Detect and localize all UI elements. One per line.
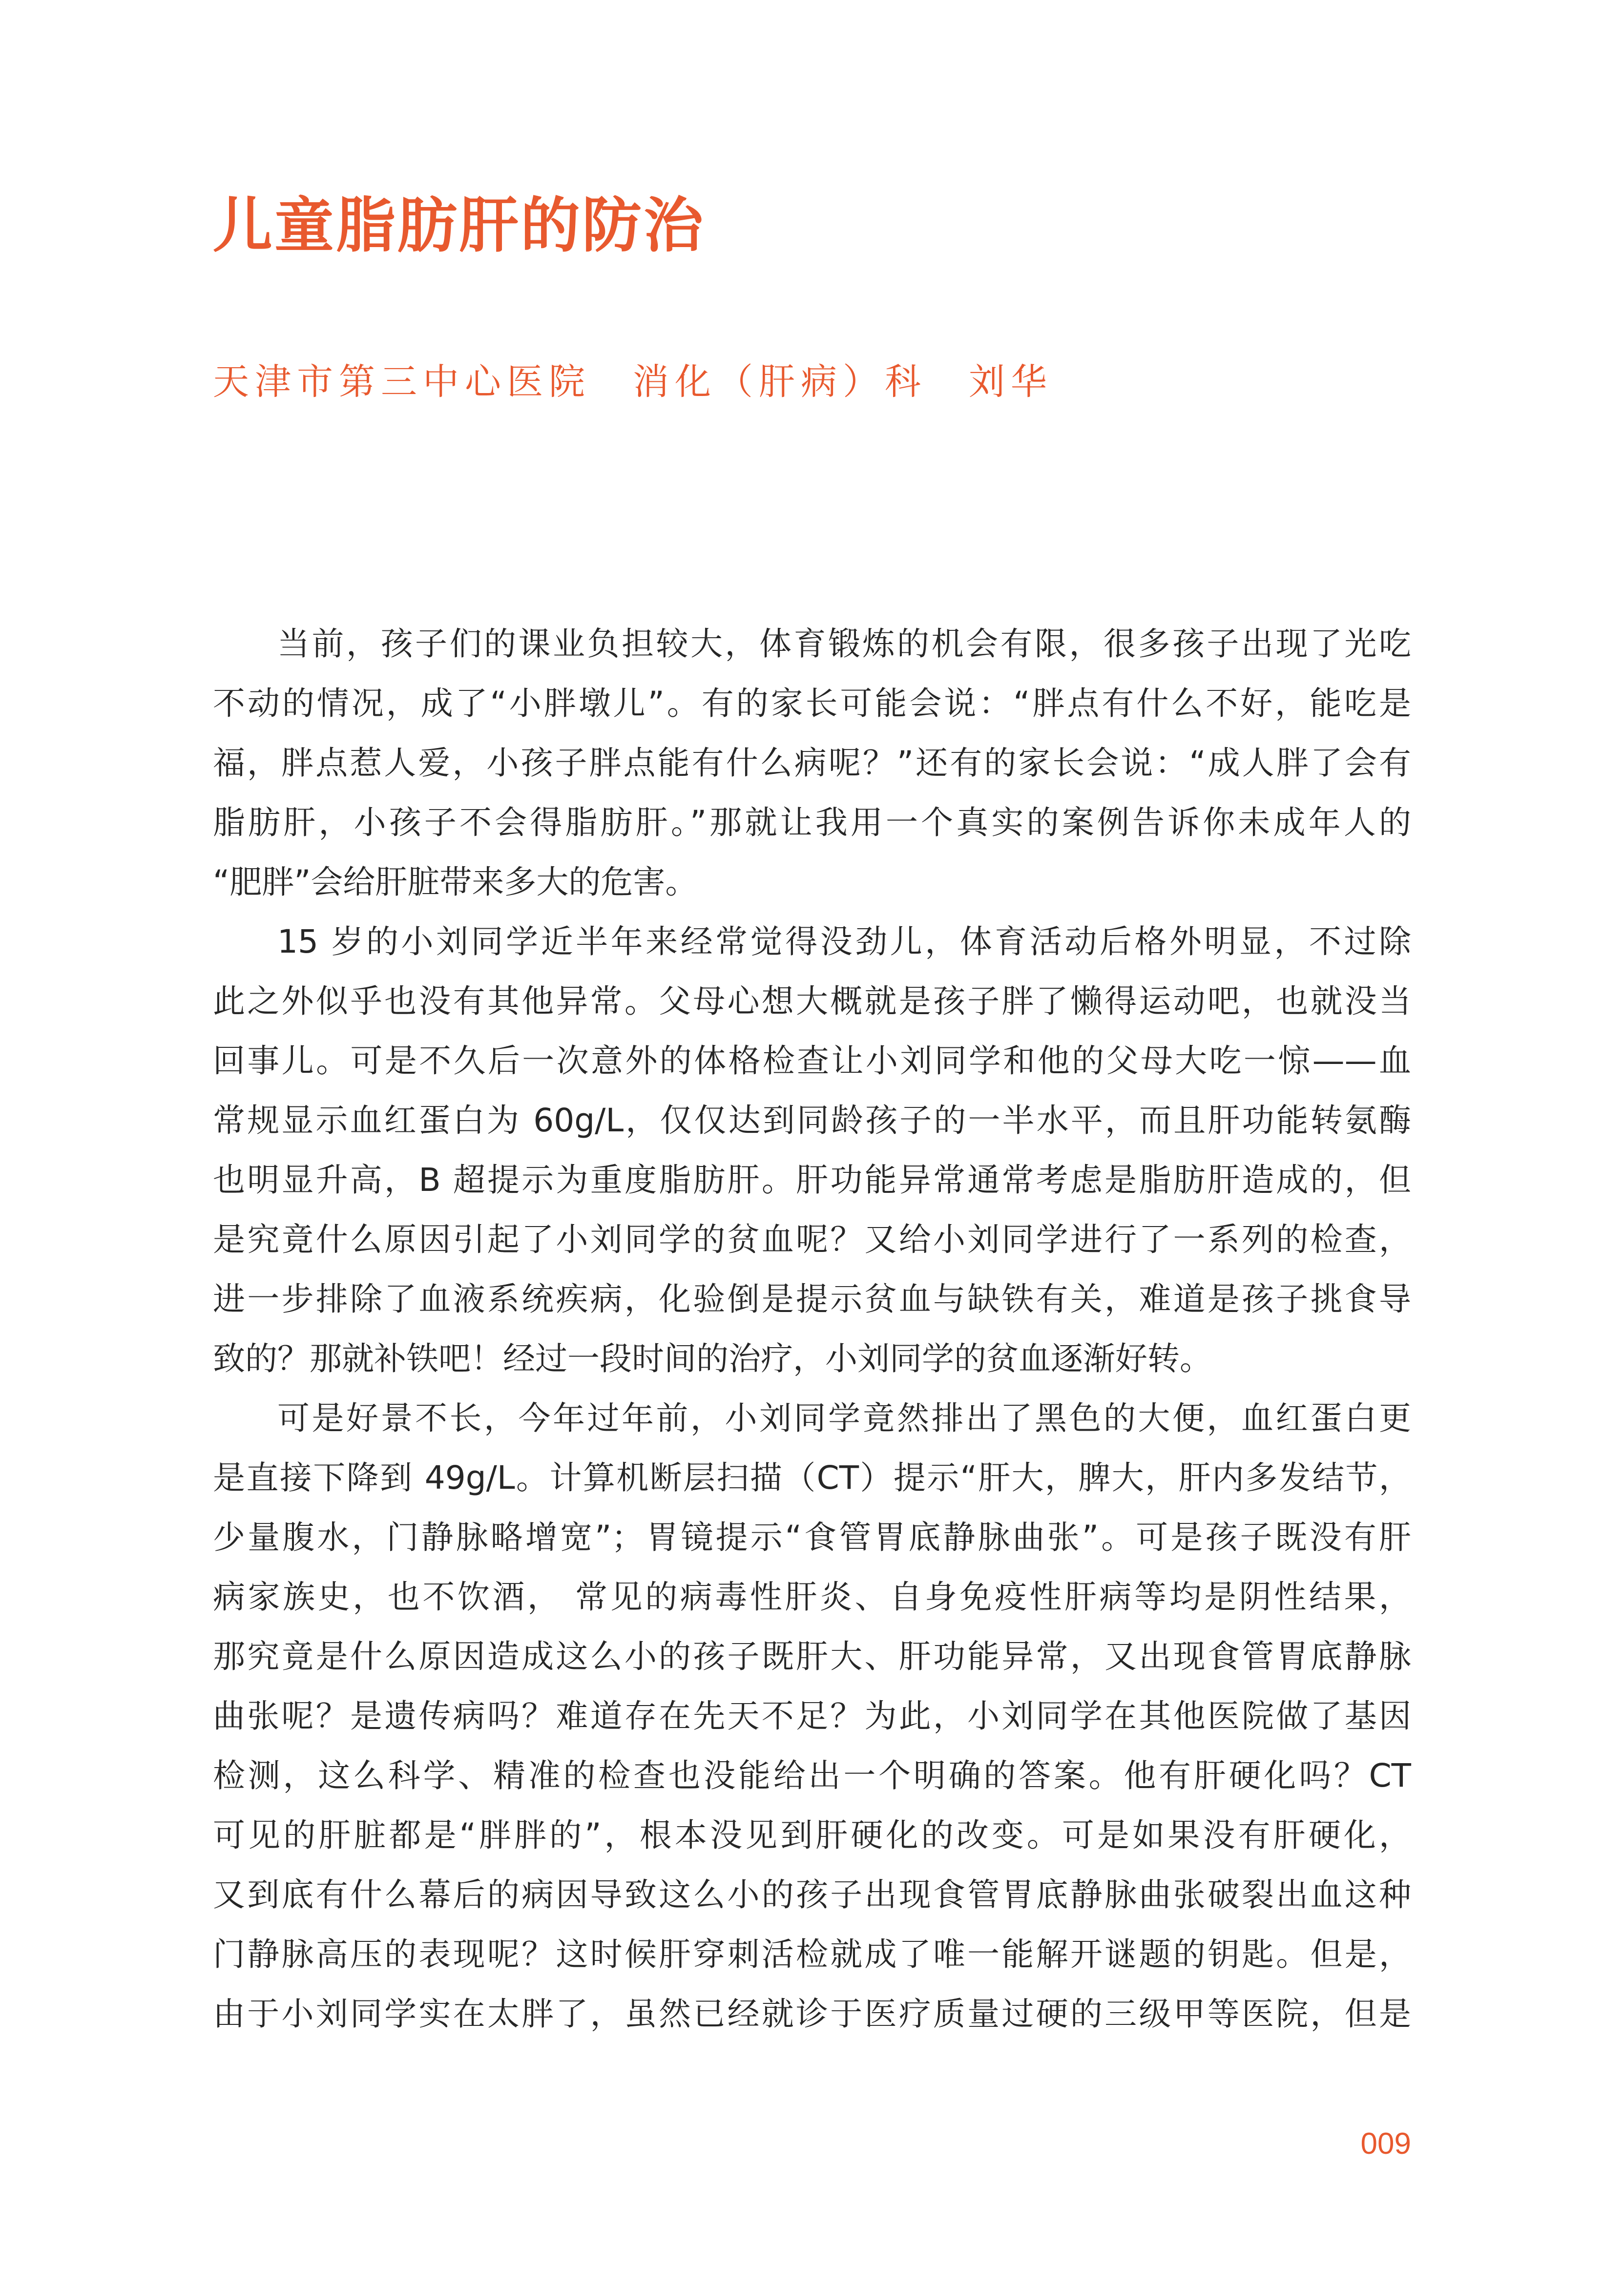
article-title: 儿童脂肪肝的防治	[213, 190, 705, 260]
text-line: 那究竟是什么原因造成这么小的孩子既肝大、肝功能异常，又出现食管胃底静脉	[213, 1638, 1411, 1675]
text-line: 15 岁的小刘同学近半年来经常觉得没劲儿，体育活动后格外明显，不过除	[277, 923, 1411, 960]
text-line: 回事儿。可是不久后一次意外的体格检查让小刘同学和他的父母大吃一惊——血	[213, 1042, 1411, 1080]
text-line: 少量腹水，门静脉略增宽”；胃镜提示“食管胃底静脉曲张”。可是孩子既没有肝	[213, 1519, 1411, 1556]
text-line: 可是好景不长，今年过年前，小刘同学竟然排出了黑色的大便，血红蛋白更	[277, 1399, 1411, 1437]
text-line: 进一步排除了血液系统疾病，化验倒是提示贫血与缺铁有关，难道是孩子挑食导	[213, 1280, 1411, 1318]
article-body	[213, 624, 1411, 2054]
text-line: 福，胖点惹人爱，小孩子胖点能有什么病呢？”还有的家长会说：“成人胖了会有	[213, 744, 1411, 782]
page-number: 009	[1360, 2127, 1411, 2161]
text-line: 由于小刘同学实在太胖了，虽然已经就诊于医疗质量过硬的三级甲等医院，但是	[213, 1995, 1411, 2033]
text-line: 脂肪肝，小孩子不会得脂肪肝。”那就让我用一个真实的案例告诉你未成年人的	[213, 804, 1411, 841]
text-line: 可见的肝脏都是“胖胖的”，根本没见到肝硬化的改变。可是如果没有肝硬化，	[213, 1816, 1411, 1854]
text-line: 也明显升高，B 超提示为重度脂肪肝。肝功能异常通常考虑是脂肪肝造成的，但	[213, 1161, 1411, 1199]
text-line: “肥胖”会给肝脏带来多大的危害。	[213, 863, 698, 901]
paragraph-3	[213, 1398, 1411, 2054]
text-line: 曲张呢？是遗传病吗？难道存在先天不足？为此，小刘同学在其他医院做了基因	[213, 1697, 1411, 1735]
text-line: 常规显示血红蛋白为 60g/L，仅仅达到同龄孩子的一半水平，而且肝功能转氨酶	[213, 1102, 1411, 1139]
text-line: 不动的情况，成了“小胖墩儿”。有的家长可能会说：“胖点有什么不好，能吃是	[213, 685, 1411, 722]
text-line: 病家族史，也不饮酒， 常见的病毒性肝炎、自身免疫性肝病等均是阴性结果，	[213, 1578, 1411, 1616]
text-line: 是究竟什么原因引起了小刘同学的贫血呢？又给小刘同学进行了一系列的检查，	[213, 1221, 1411, 1258]
paragraph-1	[213, 624, 1411, 922]
text-line: 检测，这么科学、精准的检查也没能给出一个明确的答案。他有肝硬化吗？CT	[213, 1757, 1411, 1794]
author-byline: 天津市第三中心医院 消化（肝病）科 刘华	[213, 361, 1053, 403]
text-line: 门静脉高压的表现呢？这时候肝穿刺活检就成了唯一能解开谜题的钥匙。但是，	[213, 1936, 1411, 1973]
text-line: 是直接下降到 49g/L。计算机断层扫描（CT）提示“肝大，脾大，肝内多发结节，	[213, 1459, 1411, 1497]
text-line: 又到底有什么幕后的病因导致这么小的孩子出现食管胃底静脉曲张破裂出血这种	[213, 1876, 1411, 1914]
text-line: 当前，孩子们的课业负担较大，体育锻炼的机会有限，很多孩子出现了光吃	[277, 625, 1411, 663]
text-line: 此之外似乎也没有其他异常。父母心想大概就是孩子胖了懒得运动吧，也就没当	[213, 982, 1411, 1020]
text-line: 致的？那就补铁吧！经过一段时间的治疗，小刘同学的贫血逐渐好转。	[213, 1340, 1212, 1377]
paragraph-2	[213, 922, 1411, 1398]
